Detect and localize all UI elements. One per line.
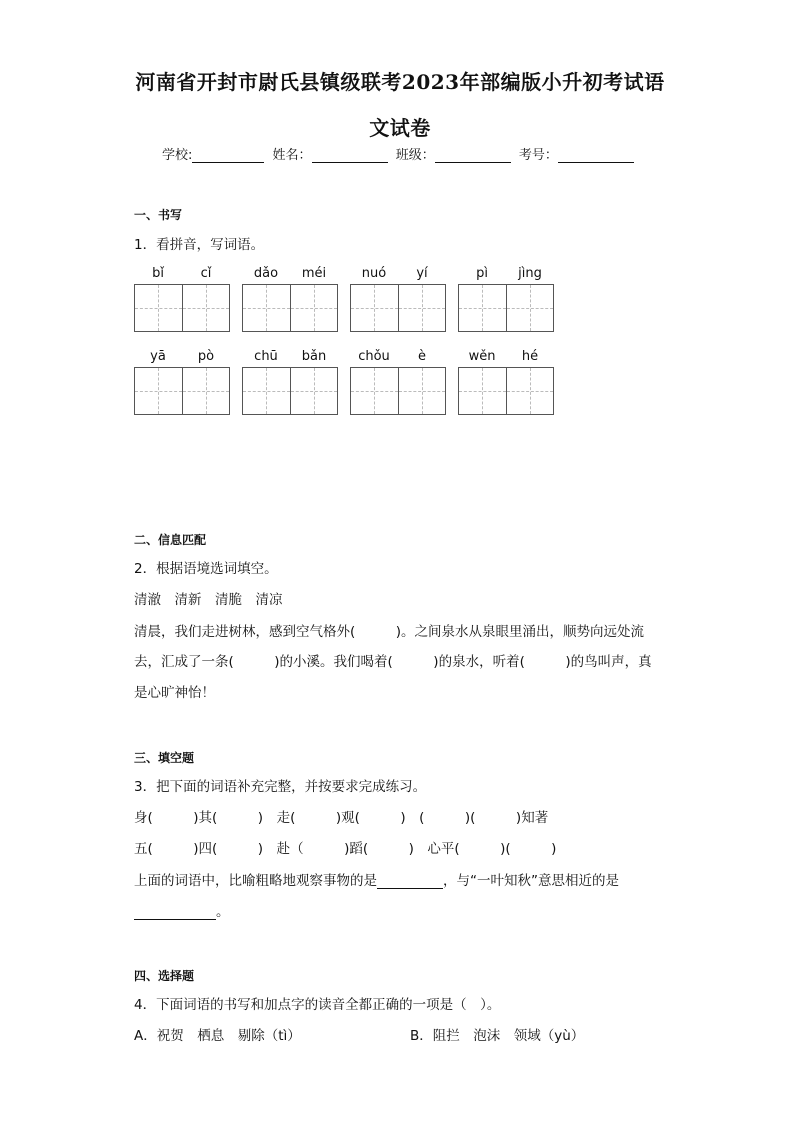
school-label: 学校: [162, 148, 193, 163]
fill-text: 。 [216, 904, 230, 920]
school-blank[interactable] [192, 148, 264, 163]
word-choices: 清澈 清新 清脆 清凉 [134, 592, 283, 608]
pinyin: méi [301, 266, 327, 281]
pinyin: bǐ [152, 266, 164, 281]
pinyin: cǐ [200, 266, 212, 281]
question1: 1．看拼音，写词语。 [134, 237, 265, 253]
passage-line: 是心旷神怡！ [134, 685, 215, 701]
number-blank[interactable] [558, 148, 634, 163]
answer-blank[interactable] [377, 874, 443, 889]
writing-grid[interactable] [458, 367, 554, 415]
pinyin: pì [476, 266, 488, 281]
question3: 3．把下面的词语补充完整，并按要求完成练习。 [134, 779, 427, 795]
section3-heading: 三、填空题 [134, 751, 195, 765]
writing-grid[interactable] [242, 284, 338, 332]
pinyin: yí [416, 266, 428, 281]
pinyin: dǎo [253, 266, 279, 281]
fill-text: ，与“一叶知秋”意思相近的是 [443, 873, 619, 889]
number-label: 考号： [518, 148, 558, 163]
pinyin: nuó [361, 266, 387, 281]
pinyin: hé [521, 349, 539, 364]
passage-line: 清晨，我们走进树林，感到空气格外( )。之间泉水从泉眼里涌出，顺势向远处流 [134, 624, 645, 640]
pinyin: pò [197, 349, 215, 364]
idiom-line: 五( )四( ) 赴（ )蹈( ) 心平( )( ) [134, 841, 557, 857]
pinyin: è [418, 349, 426, 364]
pinyin: wěn [468, 349, 496, 364]
question2: 2．根据语境选词填空。 [134, 561, 278, 577]
fill-line [134, 900, 230, 920]
option-a[interactable]: A．祝贺 栖息 剔除（tì） [134, 1028, 301, 1044]
name-blank[interactable] [312, 148, 388, 163]
page-title-line2: 文试卷 [369, 116, 431, 140]
page-title-line1: 河南省开封市尉氏县镇级联考2023年部编版小升初考试语 [135, 70, 665, 94]
pinyin: chǒu [358, 349, 390, 364]
option-b[interactable]: B．阻拦 泡沫 领域（yù） [410, 1028, 585, 1044]
pinyin: bǎn [301, 349, 327, 364]
fill-text: 上面的词语中，比喻粗略地观察事物的是 [134, 873, 377, 889]
section2-heading: 二、信息匹配 [134, 533, 207, 547]
writing-grid[interactable] [242, 367, 338, 415]
section4-heading: 四、选择题 [134, 969, 195, 983]
writing-grid[interactable] [134, 284, 230, 332]
pinyin: chū [254, 349, 278, 364]
writing-grid[interactable] [350, 284, 446, 332]
class-blank[interactable] [435, 148, 511, 163]
pinyin: yā [150, 349, 166, 364]
question4: 4．下面词语的书写和加点字的读音全都正确的一项是（ ）。 [134, 997, 501, 1013]
writing-grid[interactable] [458, 284, 554, 332]
writing-grid[interactable] [134, 367, 230, 415]
idiom-line: 身( )其( ) 走( )观( ) ( )( )知著 [134, 810, 549, 826]
answer-blank[interactable] [134, 905, 216, 920]
pinyin: jìng [518, 266, 542, 281]
writing-grid[interactable] [350, 367, 446, 415]
passage-line: 去，汇成了一条( )的小溪。我们喝着( )的泉水，听着( )的鸟叫声，真 [134, 654, 652, 670]
section1-heading: 一、书写 [134, 208, 183, 222]
name-label: 姓名： [272, 148, 312, 163]
fill-line [134, 869, 619, 889]
class-label: 班级： [395, 148, 435, 163]
student-info-line [162, 144, 638, 163]
